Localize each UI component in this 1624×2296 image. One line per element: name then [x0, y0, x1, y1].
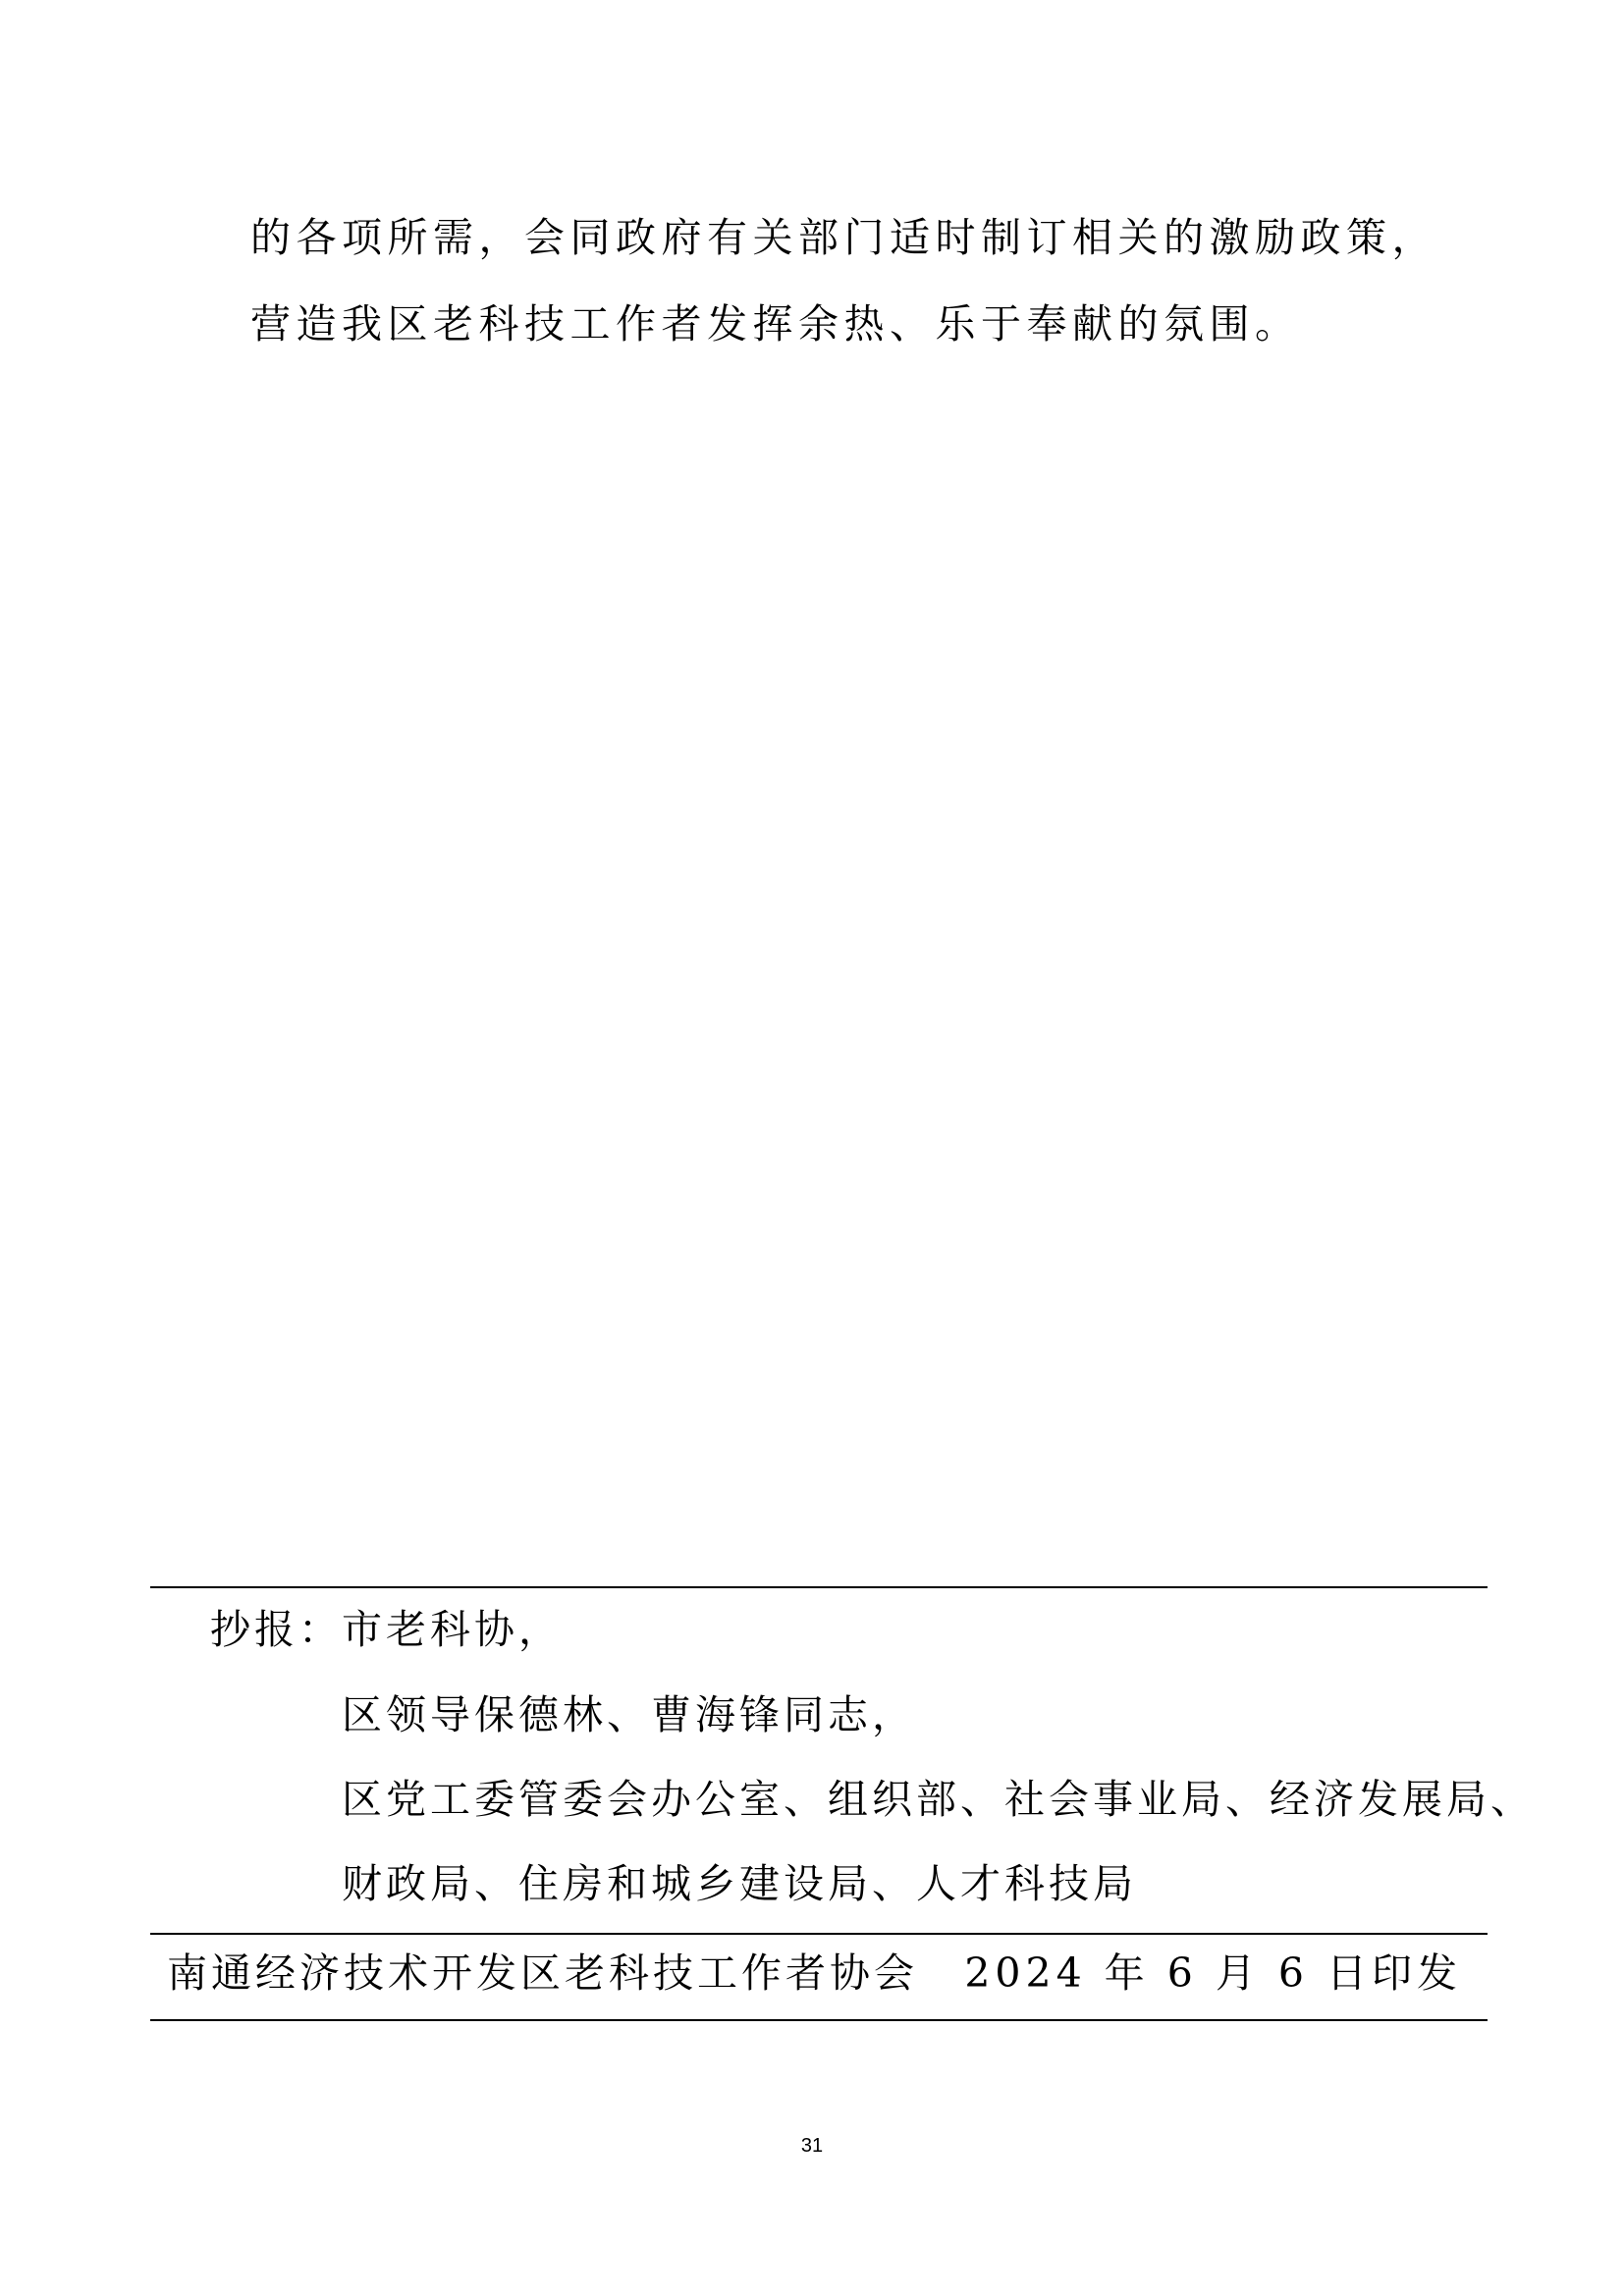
page-number: 31: [800, 2135, 824, 2157]
issue-date: 2024 年 6 月 6 日印发: [964, 1949, 1462, 1997]
body-text-line: 的各项所需，会同政府有关部门适时制订相关的激励政策，: [250, 214, 1437, 261]
copy-to-label: 抄报：: [210, 1606, 343, 1653]
copy-to-recipient-line: 财政局、住房和城乡建设局、人才科技局: [342, 1860, 1137, 1907]
issuing-organization: 南通经济技术开发区老科技工作者协会: [167, 1949, 918, 1997]
copy-to-top-rule: [150, 1586, 1488, 1588]
body-text-line: 营造我区老科技工作者发挥余热、乐于奉献的氛围。: [250, 300, 1301, 347]
copy-to-recipient-line: 区党工委管委会办公室、组织部、社会事业局、经济发展局、: [342, 1776, 1535, 1823]
copy-to-recipient-line: 市老科协，: [342, 1606, 563, 1653]
issuer-bottom-rule: [150, 2019, 1488, 2021]
copy-to-recipient-line: 区领导保德林、曹海锋同志，: [342, 1691, 916, 1738]
issuer-top-rule: [150, 1933, 1488, 1935]
